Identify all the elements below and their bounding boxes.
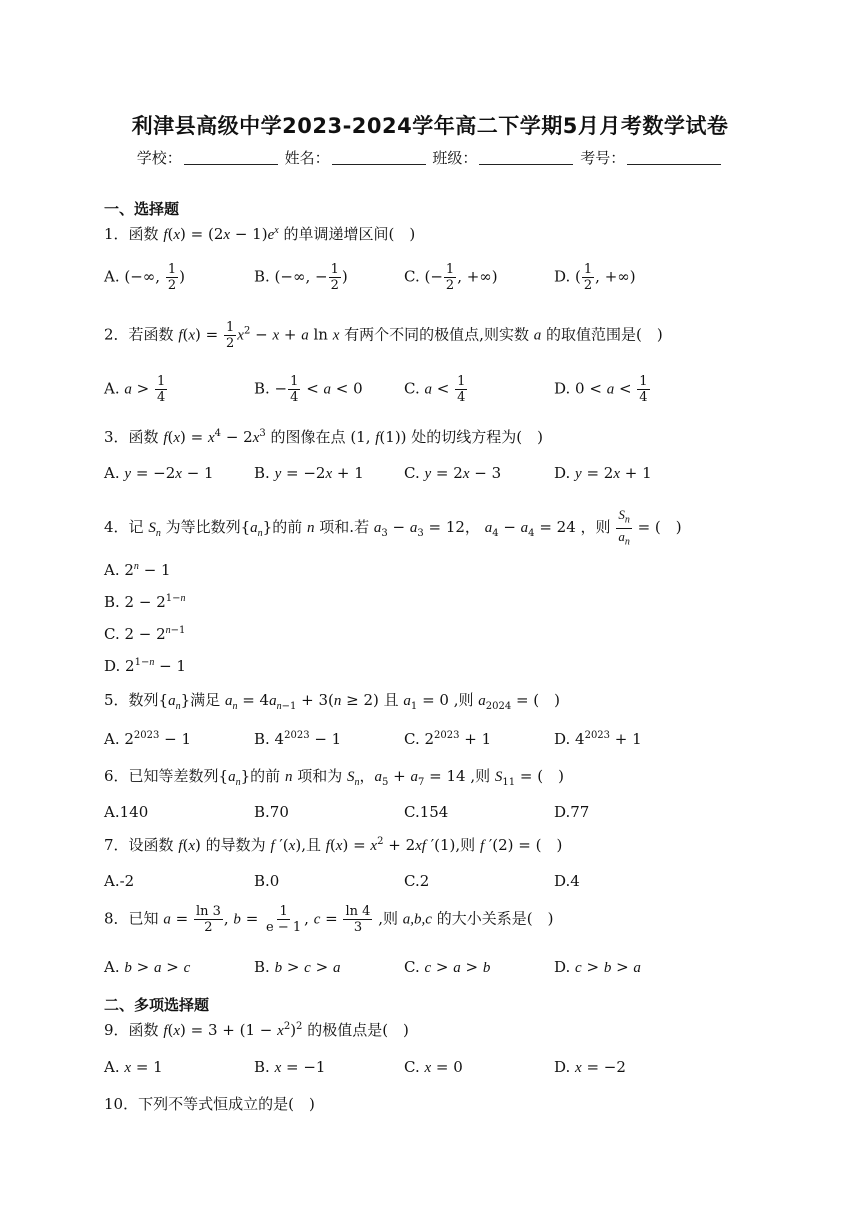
question-10: 10．下列不等式恒成立的是( ) [104,1095,315,1113]
school-blank[interactable] [184,150,278,165]
q4-option-a[interactable]: A. $2^n - 1$ [104,561,171,579]
section-heading-single: 一、选择题 [104,200,180,218]
q8-option-b[interactable]: B. b > c > a [254,958,341,976]
q2-option-a[interactable]: A. a > $\frac{1}{4}$ [104,374,166,405]
q7-option-a[interactable]: A.-2 [104,872,135,890]
q7-option-b[interactable]: B.0 [254,872,280,890]
q7-option-c[interactable]: C.2 [404,872,430,890]
q1-option-a[interactable]: A. (−∞, $\frac{1}{2}$ ) [104,262,185,293]
question-5: 5．数列$\{a_n\}$满足 $a_n = 4a_{n-1} + 3(n \ge 2)$ 且 $a_1 = 0$ ,则 $a_{2024}$ = ( ) [104,691,561,712]
name-label: 姓名： [284,149,330,167]
q6-option-d[interactable]: D.77 [554,803,590,821]
name-blank[interactable] [332,150,426,165]
q5-option-c[interactable]: C. $2^{2023} + 1$ [404,730,492,748]
q4-option-c[interactable]: C. $2 - 2^{n-1}$ [104,625,186,643]
q2-option-b[interactable]: B. − $\frac{1}{4}$ < a < 0 [254,374,363,405]
q8-option-a[interactable]: A. b > a > c [104,958,191,976]
page-title: 利津县高级中学2023-2024学年高二下学期5月月考数学试卷 [131,114,729,138]
q4-option-b[interactable]: B. $2 - 2^{1-n}$ [104,593,186,611]
q9-option-b[interactable]: B. x = −1 [254,1058,326,1076]
question-8: 8．已知 a = $\frac{\ln 3}{2}$ , b = $\frac{1}{e - 1}$ , c = $\frac{\ln 4}{3}$ ,则 a,b,c 的大小关系是( ) [104,904,554,935]
q6-option-c[interactable]: C.154 [404,803,449,821]
school-label: 学校： [136,149,182,167]
class-label: 班级： [432,149,478,167]
q5-option-b[interactable]: B. $4^{2023} - 1$ [254,730,342,748]
q8-option-d[interactable]: D. c > b > a [554,958,641,976]
q4-option-d[interactable]: D. $2^{1-n} - 1$ [104,657,186,675]
q9-option-d[interactable]: D. x = −2 [554,1058,626,1076]
q6-option-a[interactable]: A.140 [104,803,149,821]
q5-option-a[interactable]: A. $2^{2023} - 1$ [104,730,192,748]
question-9: 9．函数 $f(x) = 3 + (1 - x^2)^2$ 的极值点是( ) [104,1021,409,1039]
q6-option-b[interactable]: B.70 [254,803,289,821]
q1-option-b[interactable]: B. (−∞, − $\frac{1}{2}$ ) [254,262,348,293]
q3-option-a[interactable]: A. y = −2x − 1 [104,464,214,482]
id-label: 考号： [580,149,626,167]
section-heading-multiple: 二、多项选择题 [104,996,210,1014]
q8-option-c[interactable]: C. c > a > b [404,958,491,976]
q3-option-b[interactable]: B. y = −2x + 1 [254,464,364,482]
question-4: 4．记 $S_n$ 为等比数列$\{a_n\}$的前 n 项和.若 $a_3 - a_3 = 12$， $a_4 - a_4 = 24$ ，则 $\frac{S_n}{a_n}$ = ( ) [104,507,682,548]
question-1: 1．函数 $f(x) = (2x - 1)e^x$ 的单调递增区间( ) [104,225,416,243]
id-blank[interactable] [627,150,721,165]
q3-option-c[interactable]: C. y = 2x − 3 [404,464,502,482]
q9-option-a[interactable]: A. x = 1 [104,1058,163,1076]
q2-option-c[interactable]: C. a < $\frac{1}{4}$ [404,374,466,405]
question-7: 7．设函数 f(x) 的导数为 f ′(x),且 $f(x) = x^2 + 2xf$ ′(1),则 f ′(2) = ( ) [104,836,563,854]
q5-option-d[interactable]: D. $4^{2023} + 1$ [554,730,642,748]
q9-option-c[interactable]: C. x = 0 [404,1058,463,1076]
q7-option-d[interactable]: D.4 [554,872,580,890]
question-6: 6．已知等差数列$\{a_n\}$的前 n 项和为 $S_n$，$a_5 + a_7 = 14$ ,则 $S_{11}$ = ( ) [104,767,564,788]
class-blank[interactable] [479,150,573,165]
q3-option-d[interactable]: D. y = 2x + 1 [554,464,652,482]
q2-option-d[interactable]: D. 0 < a < $\frac{1}{4}$ [554,374,648,405]
q1-option-c[interactable]: C. (− $\frac{1}{2}$ , +∞) [404,262,498,293]
q1-option-d[interactable]: D. ( $\frac{1}{2}$ , +∞) [554,262,636,293]
student-info-line [0,147,860,168]
question-2: 2．若函数 f(x) = $\frac{1}{2}$ $x^2 - x + a$ ln x 有两个不同的极值点,则实数 a 的取值范围是( ) [104,320,663,351]
question-3: 3．函数 $f(x) = x^4 - 2x^3$ 的图像在点 (1, f(1)) 处的切线方程为( ) [104,428,544,446]
